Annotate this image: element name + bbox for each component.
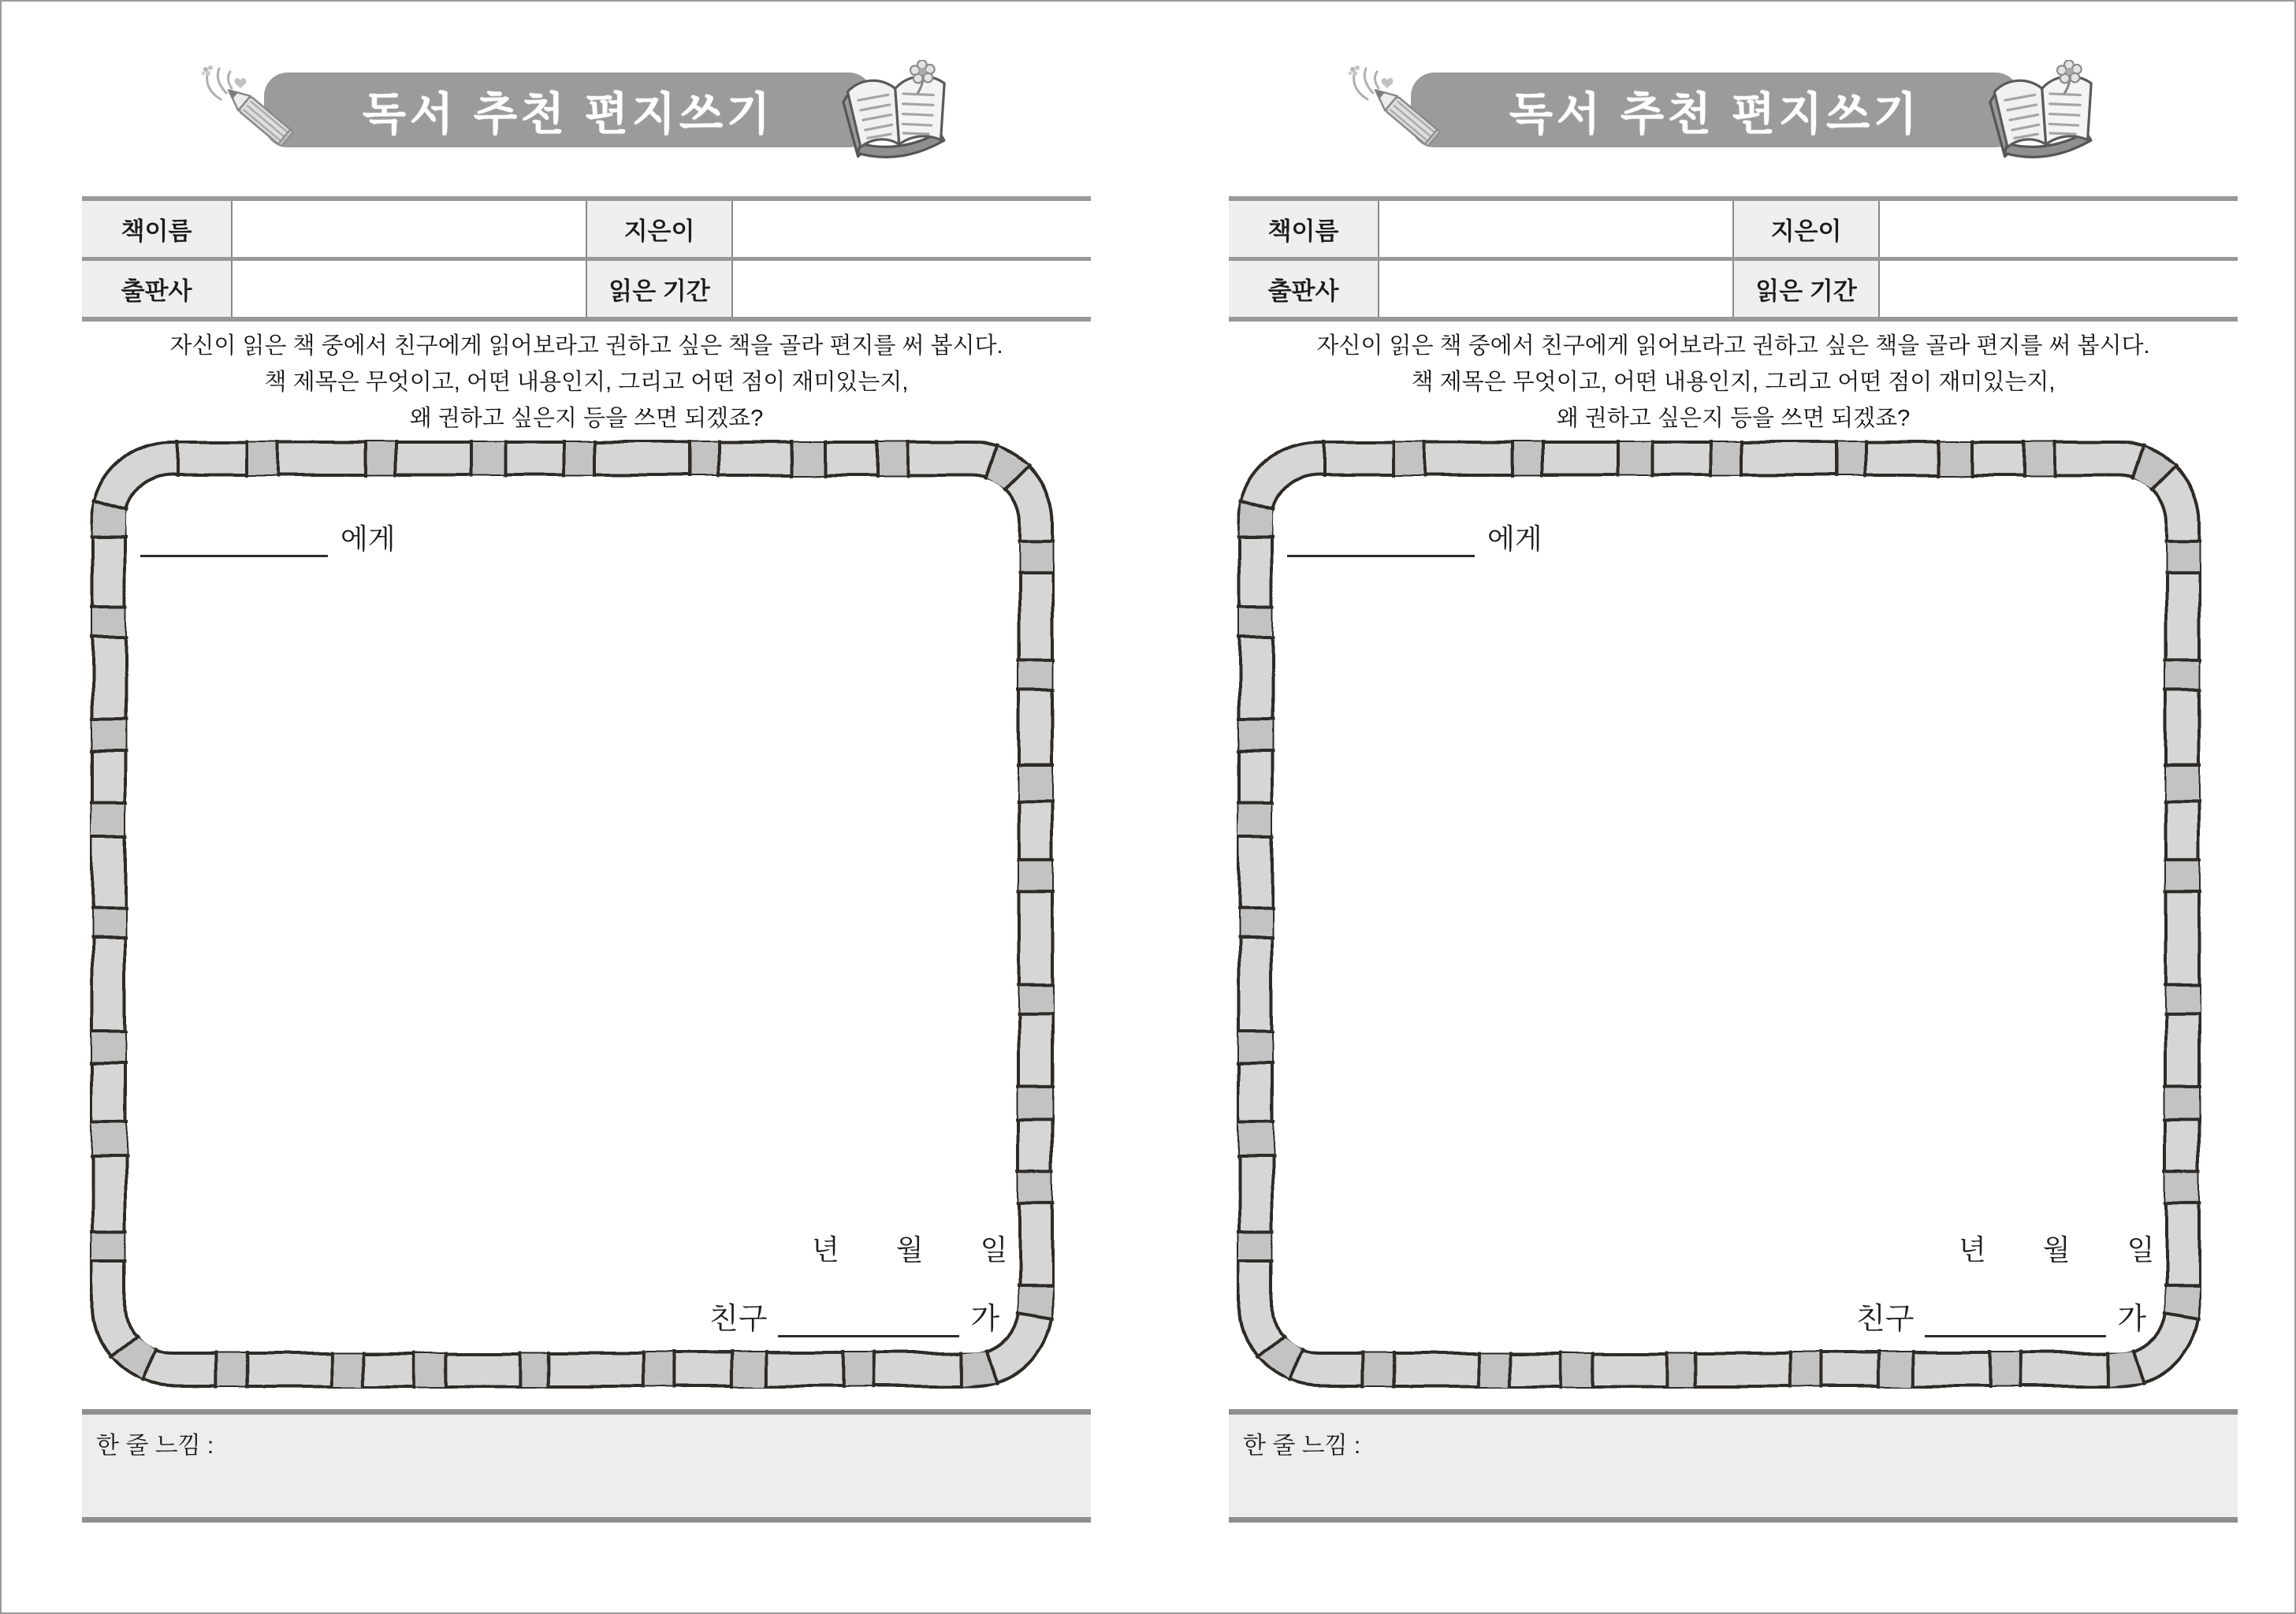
instruction-line: 책 제목은 무엇이고, 어떤 내용인지, 그리고 어떤 점이 재미있는지,: [1411, 370, 2056, 395]
recipient-suffix-label: 에게: [340, 523, 396, 555]
reading-period-label: 읽은 기간: [1733, 259, 1879, 320]
page-title: 독서 추천 편지쓰기: [362, 88, 775, 139]
author-label: 지은이: [586, 199, 732, 259]
day-label: 일: [980, 1233, 1008, 1266]
feeling-input[interactable]: [1370, 1426, 2223, 1506]
feeling-label: 한 줄 느낌 :: [1243, 1433, 1361, 1459]
book-title-label: 책이름: [1229, 199, 1379, 259]
flower-icon: [202, 65, 213, 76]
table-row: [82, 199, 1091, 259]
sender-prefix-label: 친구: [1856, 1303, 1915, 1336]
pencil-icon: [1344, 63, 1443, 156]
sender-blank[interactable]: [778, 1297, 959, 1337]
instruction-line: 왜 권하고 싶은지 등을 쓰면 되겠죠?: [409, 406, 764, 431]
flower-icon: [1349, 65, 1360, 76]
reading-period-field[interactable]: [732, 259, 1091, 320]
book-info-table: [1229, 196, 2238, 322]
year-label: 년: [1959, 1233, 1986, 1266]
date-row: [1959, 1228, 2154, 1268]
sender-suffix-label: 가: [970, 1303, 1000, 1336]
instructions: [1229, 328, 2238, 437]
table-row: [1229, 199, 2238, 259]
sender-suffix-label: 가: [2117, 1303, 2147, 1336]
feeling-box-bottom-bar: [1229, 1517, 2238, 1523]
recipient-blank[interactable]: [1287, 522, 1475, 557]
year-label: 년: [812, 1233, 839, 1266]
instruction-line: 책 제목은 무엇이고, 어떤 내용인지, 그리고 어떤 점이 재미있는지,: [264, 370, 909, 395]
worksheet-page: [1148, 2, 2296, 1612]
month-label: 월: [2042, 1233, 2071, 1266]
feeling-box: [82, 1409, 1091, 1523]
date-row: [812, 1228, 1007, 1268]
worksheet-page: [2, 2, 1149, 1612]
publisher-label: 출판사: [1229, 259, 1379, 320]
recipient-row: [1287, 517, 1542, 557]
table-row: [1229, 259, 2238, 320]
book-title-label: 책이름: [82, 199, 232, 259]
publisher-label: 출판사: [82, 259, 232, 320]
heart-icon: [1382, 78, 1394, 89]
title-banner: [264, 73, 873, 147]
table-row: [82, 259, 1091, 320]
title-banner: [1411, 73, 2019, 147]
pencil-icon: [197, 63, 296, 156]
feeling-label: 한 줄 느낌 :: [96, 1433, 214, 1459]
instruction-line: 왜 권하고 싶은지 등을 쓰면 되겠죠?: [1556, 406, 1911, 431]
letter-writing-area[interactable]: [153, 586, 996, 1177]
book-title-field[interactable]: [232, 199, 586, 259]
sender-prefix-label: 친구: [709, 1303, 768, 1336]
feeling-box-top-bar: [1229, 1409, 2238, 1415]
author-field[interactable]: [1879, 199, 2238, 259]
instruction-line: 자신이 읽은 책 중에서 친구에게 읽어보라고 권하고 싶은 책을 골라 편지를 써 봅시다.: [1316, 333, 2150, 359]
open-book-icon: [1984, 60, 2104, 167]
reading-period-label: 읽은 기간: [586, 259, 732, 320]
recipient-blank[interactable]: [140, 522, 328, 557]
book-title-field[interactable]: [1379, 199, 1733, 259]
recipient-suffix-label: 에게: [1487, 523, 1542, 555]
letter-writing-area[interactable]: [1300, 586, 2143, 1177]
recipient-row: [140, 517, 396, 557]
signature-row: [1856, 1294, 2146, 1337]
author-label: 지은이: [1733, 199, 1879, 259]
book-info-table: [82, 196, 1091, 322]
day-label: 일: [2127, 1233, 2155, 1266]
reading-period-field[interactable]: [1879, 259, 2238, 320]
feeling-box-top-bar: [82, 1409, 1091, 1415]
publisher-field[interactable]: [1379, 259, 1733, 320]
open-book-icon: [837, 60, 957, 167]
instruction-line: 자신이 읽은 책 중에서 친구에게 읽어보라고 권하고 싶은 책을 골라 편지를 써 봅시다.: [169, 333, 1003, 359]
sender-blank[interactable]: [1925, 1297, 2106, 1337]
heart-icon: [235, 78, 247, 89]
author-field[interactable]: [732, 199, 1091, 259]
instructions: [82, 328, 1091, 437]
month-label: 월: [895, 1233, 924, 1266]
feeling-box: [1229, 1409, 2238, 1523]
feeling-box-bottom-bar: [82, 1517, 1091, 1523]
feeling-input[interactable]: [223, 1426, 1077, 1506]
signature-row: [709, 1294, 999, 1337]
page-title: 독서 추천 편지쓰기: [1509, 88, 1922, 139]
publisher-field[interactable]: [232, 259, 586, 320]
